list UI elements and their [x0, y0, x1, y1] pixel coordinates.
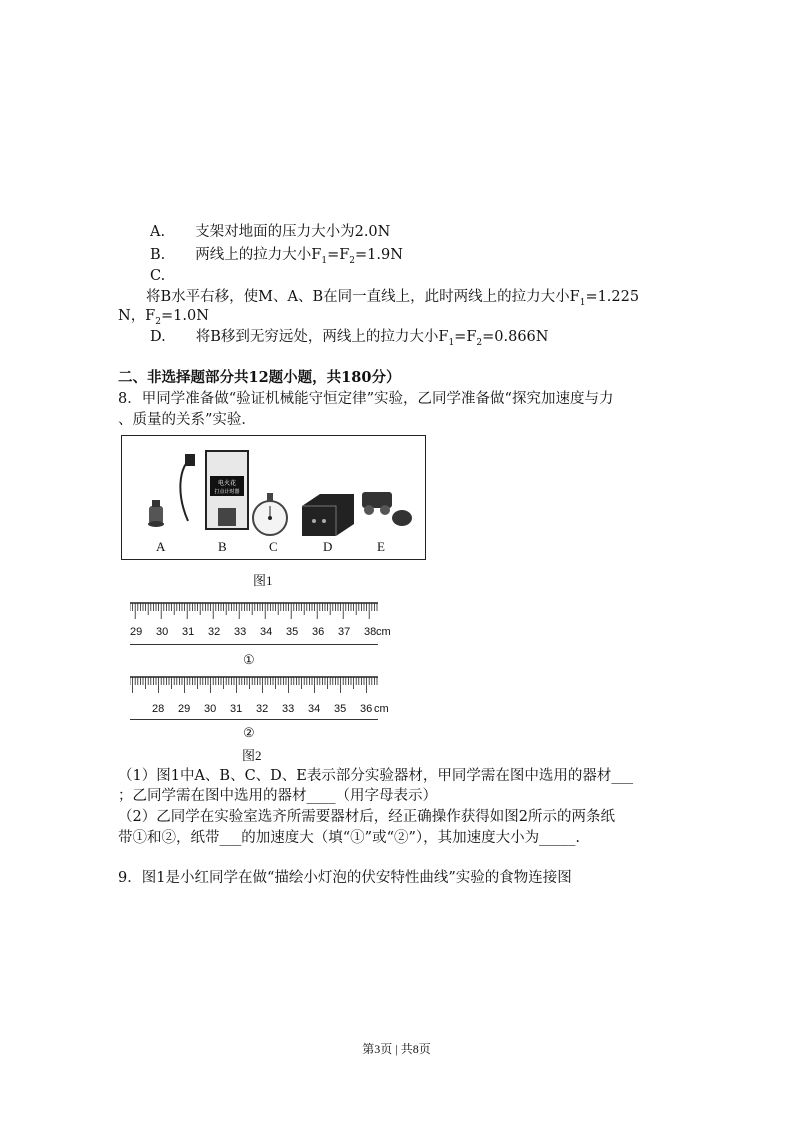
option-b: [150, 245, 403, 271]
subscript: 1: [448, 337, 455, 348]
ruler-number: 37: [338, 626, 351, 638]
ruler-number: 36: [360, 703, 373, 715]
option-b-text: 两线上的拉力大小F: [195, 247, 322, 263]
option-c-text: =1.225: [585, 289, 640, 305]
option-c-line1: [146, 287, 639, 313]
ruler-number: 32: [208, 626, 221, 638]
page-footer: 第3页 | 共8页: [362, 1042, 431, 1056]
q8-part1-line2: ；乙同学需在图中选用的器材____（用字母表示）: [118, 788, 437, 804]
option-a-label: A.: [150, 224, 166, 240]
option-a-text: 支架对地面的压力大小为2.0N: [195, 224, 391, 240]
option-d-text: =F: [454, 329, 477, 345]
q8-part2-line1: （2）乙同学在实验室选齐所需要器材后，经正确操作获得如图2所示的两条纸: [118, 809, 615, 825]
option-d-text: 将B移到无穷远处，两线上的拉力大小F: [195, 329, 449, 345]
option-b-text: =F: [327, 247, 350, 263]
ruler-number: 34: [260, 626, 273, 638]
subscript: 2: [155, 316, 161, 327]
ruler-number: 29: [178, 703, 191, 715]
q8-part1-line1: （1）图1中A、B、C、D、E表示部分实验器材，甲同学需在图中选用的器材___: [118, 768, 634, 784]
ruler-number: 31: [230, 703, 243, 715]
fig1-label-b: B: [218, 539, 227, 554]
figure-2-caption: 图2: [242, 748, 262, 763]
subscript: 1: [321, 255, 328, 266]
fig1-label-d: D: [323, 539, 333, 554]
q9-line1: 9．图1是小红同学在做“描绘小灯泡的伏安特性曲线”实验的食物连接图: [118, 870, 572, 886]
ruler-2-caption: ②: [243, 725, 255, 740]
figure-1-caption: 图1: [253, 573, 273, 588]
ruler-number: 38: [364, 626, 377, 638]
power-supply-icon: [302, 494, 354, 536]
option-d-text: =0.866N: [482, 329, 549, 345]
ruler-number: 33: [282, 703, 295, 715]
fig1-label-e: E: [377, 539, 385, 554]
ruler-number: 33: [234, 626, 247, 638]
trolley-icon: [362, 492, 412, 526]
option-c-text: 将B水平右移，使M、A、B在同一直线上，此时两线上的拉力大小F: [146, 289, 580, 305]
subscript: 2: [349, 255, 356, 266]
option-c-text: =1.0N: [160, 308, 209, 324]
weight-icon: [148, 500, 164, 527]
ruler-2-ticks: [130, 676, 380, 702]
option-c-text: N，F: [118, 308, 156, 324]
subscript: 2: [476, 337, 483, 348]
ruler-number: 32: [256, 703, 269, 715]
ruler-1-unit: cm: [376, 626, 391, 638]
option-d-label: D.: [150, 329, 166, 345]
subscript: 1: [579, 297, 586, 308]
ruler-number: 28: [152, 703, 165, 715]
ruler-number: 35: [286, 626, 299, 638]
ruler-number: 30: [204, 703, 217, 715]
ruler-2-underline: [130, 719, 378, 720]
q8-line2: 、质量的关系”实验．: [118, 412, 256, 428]
ruler-number: 29: [130, 626, 143, 638]
ruler-number: 35: [334, 703, 347, 715]
option-b-label: B.: [150, 247, 166, 263]
ruler-1-caption: ①: [243, 652, 255, 667]
stopwatch-icon: [253, 493, 287, 535]
ruler-number: 30: [156, 626, 169, 638]
fig1-label-a: A: [156, 539, 166, 554]
option-b-text: =1.9N: [355, 247, 403, 263]
section-heading: 二、非选择题部分共12题小题，共180分）: [118, 369, 401, 386]
ruler-1-ticks: [130, 602, 380, 628]
device-text: 电火花: [217, 480, 237, 487]
q8-line1: 8．甲同学准备做“验证机械能守恒定律”实验，乙同学准备做“探究加速度与力: [118, 391, 614, 407]
ruler-2-unit: cm: [374, 703, 389, 715]
option-c-label: C.: [150, 268, 166, 284]
option-a: [150, 222, 390, 242]
fig1-label-c: C: [269, 539, 278, 554]
option-d: [150, 327, 548, 353]
ruler-number: 36: [312, 626, 325, 638]
figure-1-frame: [121, 435, 426, 560]
ruler-number: 34: [308, 703, 321, 715]
device-text: 打点计时器: [214, 489, 240, 495]
q8-part2-line2: 带①和②，纸带___的加速度大（填“①”或“②”），其加速度大小为_____.: [118, 830, 581, 846]
ruler-1-underline: [130, 644, 378, 645]
ruler-number: 31: [182, 626, 195, 638]
spark-timer-icon: [180, 451, 248, 529]
